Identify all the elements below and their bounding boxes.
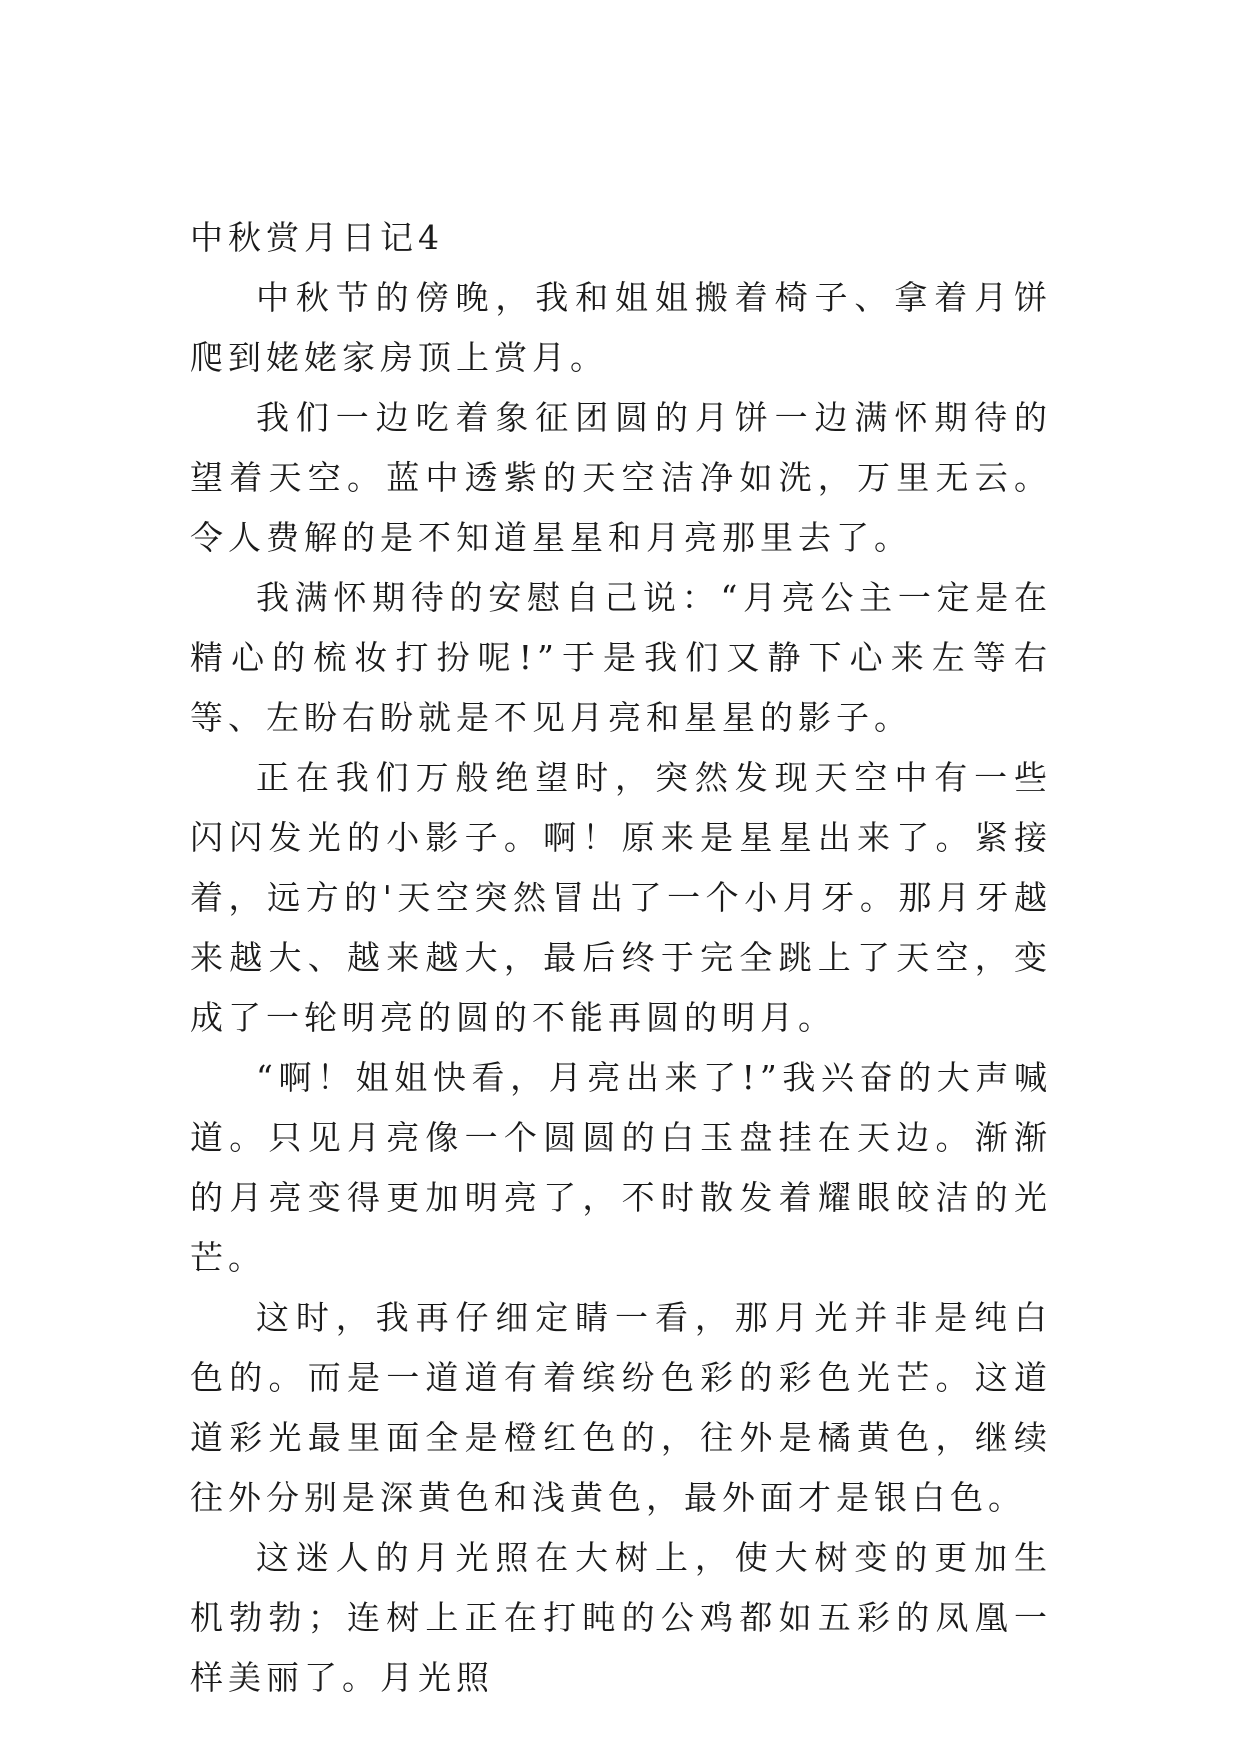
- document-title: 中秋赏月日记4: [190, 218, 444, 257]
- paragraph: 我们一边吃着象征团圆的月饼一边满怀期待的望着天空。蓝中透紫的天空洁净如洗，万里无云。令人费解的是不知道星星和月亮那里去了。: [190, 398, 1052, 557]
- paragraph: 这迷人的月光照在大树上，使大树变的更加生机勃勃；连树上正在打盹的公鸡都如五彩的凤凰一样美丽了。月光照: [190, 1538, 1052, 1697]
- paragraph: 我满怀期待的安慰自己说：“月亮公主一定是在精心的梳妆打扮呢!”于是我们又静下心来左等右等、左盼右盼就是不见月亮和星星的影子。: [190, 578, 1052, 737]
- paragraph: 中秋节的傍晚，我和姐姐搬着椅子、拿着月饼爬到姥姥家房顶上赏月。: [190, 278, 1052, 377]
- paragraph: 这时，我再仔细定睛一看，那月光并非是纯白色的。而是一道道有着缤纷色彩的彩色光芒。这道道彩光最里面全是橙红色的，往外是橘黄色，继续往外分别是深黄色和浅黄色，最外面才是银白色。: [190, 1298, 1052, 1517]
- paragraph: “啊！姐姐快看，月亮出来了!”我兴奋的大声喊道。只见月亮像一个圆圆的白玉盘挂在天边。渐渐的月亮变得更加明亮了，不时散发着耀眼皎洁的光芒。: [190, 1058, 1052, 1277]
- paragraph: 正在我们万般绝望时，突然发现天空中有一些闪闪发光的小影子。啊！原来是星星出来了。紧接着，远方的'天空突然冒出了一个小月牙。那月牙越来越大、越来越大，最后终于完全跳上了天空，变成了一轮明亮的圆的不能再圆的明月。: [190, 758, 1052, 1037]
- document-body: [190, 208, 1052, 1708]
